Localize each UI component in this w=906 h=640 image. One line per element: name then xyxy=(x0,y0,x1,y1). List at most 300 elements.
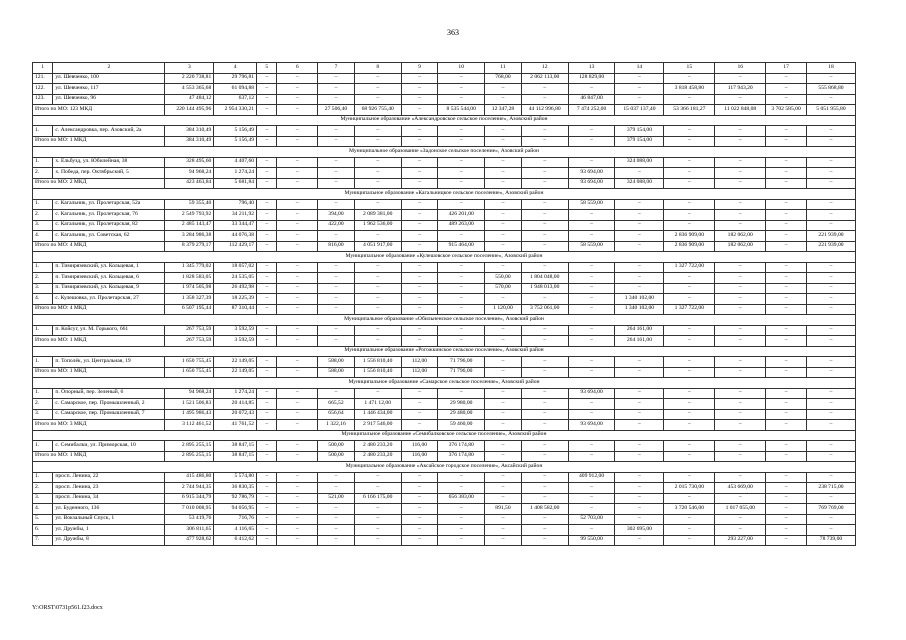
table-cell: – xyxy=(318,325,355,336)
table-cell: – xyxy=(438,336,485,347)
table-cell: ул. Шевченко, 96 xyxy=(53,94,165,105)
table-cell: – xyxy=(664,178,715,189)
table-cell: – xyxy=(257,294,277,305)
table-cell: – xyxy=(318,535,355,546)
table-row xyxy=(33,73,856,84)
table-cell: 220 144 495,96 xyxy=(165,105,214,116)
table-cell: – xyxy=(664,357,715,368)
table-cell: 1 340 102,00 xyxy=(615,304,664,315)
table-row xyxy=(33,220,856,231)
table-cell: 44 076,38 xyxy=(214,231,257,242)
section-heading-row xyxy=(33,378,856,389)
table-row xyxy=(33,535,856,546)
table-cell: 1 471 12,00 xyxy=(354,399,401,410)
table-cell: – xyxy=(806,262,855,273)
table-cell: – xyxy=(766,84,807,95)
table-cell: 1. xyxy=(33,199,53,210)
table-cell: – xyxy=(354,262,401,273)
table-cell: 1 948 013,00 xyxy=(521,283,568,294)
table-cell: 36 830,35 xyxy=(214,483,257,494)
table-cell: – xyxy=(401,483,438,494)
table-cell: 59 355,40 xyxy=(165,199,214,210)
table-cell: – xyxy=(766,231,807,242)
table-cell: Итого по МО: 123 МКД xyxy=(33,105,165,116)
table-cell: 1 017 055,00 xyxy=(715,504,766,515)
table-cell: 1 327 722,00 xyxy=(664,262,715,273)
table-cell: – xyxy=(401,325,438,336)
table-cell: – xyxy=(766,241,807,252)
table-cell: 915 464,00 xyxy=(438,241,485,252)
table-cell: – xyxy=(715,199,766,210)
table-cell: 1 828 583,05 xyxy=(165,273,214,284)
table-cell: п. Тимирязевский, ул. Кольцевая, 1 xyxy=(53,262,165,273)
table-cell: – xyxy=(521,210,568,221)
table-cell: – xyxy=(766,388,807,399)
table-cell: – xyxy=(401,514,438,525)
table-cell: 1. xyxy=(33,325,53,336)
table-cell: – xyxy=(257,325,277,336)
table-cell: 3 112 461,52 xyxy=(165,420,214,431)
table-cell: Итого по МО: 1 МКД xyxy=(33,367,165,378)
table-cell: 3 592,59 xyxy=(214,336,257,347)
table-cell: 29 980,00 xyxy=(438,399,485,410)
table-cell: – xyxy=(568,273,615,284)
table-row xyxy=(33,525,856,536)
table-cell: – xyxy=(354,304,401,315)
table-cell: – xyxy=(521,483,568,494)
page-number: 363 xyxy=(447,28,459,37)
table-cell: – xyxy=(485,262,522,273)
table-cell: 2. xyxy=(33,168,53,179)
table-cell: 5 681,84 xyxy=(214,178,257,189)
table-cell: 47 484,12 xyxy=(165,94,214,105)
table-cell: – xyxy=(401,157,438,168)
table-cell: – xyxy=(485,409,522,420)
table-cell: – xyxy=(568,367,615,378)
table-cell: 4. xyxy=(33,231,53,242)
table-cell: 1 974 505,98 xyxy=(165,283,214,294)
table-row xyxy=(33,504,856,515)
table-cell: – xyxy=(664,325,715,336)
table-cell: – xyxy=(277,241,318,252)
table-cell: – xyxy=(318,336,355,347)
table-cell: – xyxy=(521,399,568,410)
table-cell: – xyxy=(438,157,485,168)
table-cell: 93 694,00 xyxy=(568,420,615,431)
table-cell: – xyxy=(401,210,438,221)
table-cell: – xyxy=(766,525,807,536)
table-row xyxy=(33,273,856,284)
table-cell: – xyxy=(257,483,277,494)
table-cell: 1 962 536,00 xyxy=(354,220,401,231)
table-cell: – xyxy=(354,525,401,536)
table-cell: – xyxy=(318,126,355,137)
table-cell: 38 847,15 xyxy=(214,451,257,462)
table-cell: – xyxy=(766,262,807,273)
table-cell: 1 650 755,45 xyxy=(165,357,214,368)
table-cell: – xyxy=(806,493,855,504)
table-cell: – xyxy=(257,472,277,483)
total-row xyxy=(33,136,856,147)
table-cell: – xyxy=(766,157,807,168)
table-cell: – xyxy=(615,451,664,462)
table-cell: 12 347,28 xyxy=(485,105,522,116)
table-cell: Муниципальное образование «Семибалковское сельское поселение», Азовский район xyxy=(33,430,856,441)
table-cell: – xyxy=(485,420,522,431)
table-cell: 3 xyxy=(165,63,214,74)
table-cell: 13 xyxy=(568,63,615,74)
table-cell: – xyxy=(318,504,355,515)
table-cell: 4. xyxy=(33,504,53,515)
table-cell: – xyxy=(715,357,766,368)
table-cell: – xyxy=(401,493,438,504)
table-cell: – xyxy=(401,241,438,252)
table-cell: – xyxy=(521,367,568,378)
table-cell: – xyxy=(615,231,664,242)
table-cell: – xyxy=(664,451,715,462)
table-cell: – xyxy=(615,514,664,525)
table-cell: – xyxy=(257,73,277,84)
table-cell: – xyxy=(806,441,855,452)
table-row xyxy=(33,168,856,179)
table-cell: – xyxy=(257,283,277,294)
table-cell: – xyxy=(806,94,855,105)
table-cell: – xyxy=(277,283,318,294)
table-cell: 2 089 381,00 xyxy=(354,210,401,221)
table-cell: – xyxy=(664,273,715,284)
table-cell: – xyxy=(354,514,401,525)
table-cell: – xyxy=(766,441,807,452)
table-cell: – xyxy=(401,472,438,483)
table-cell: – xyxy=(615,357,664,368)
section-heading-row xyxy=(33,462,856,473)
table-cell: – xyxy=(485,126,522,137)
table-cell: 588,00 xyxy=(318,367,355,378)
table-cell: – xyxy=(318,157,355,168)
table-cell: – xyxy=(277,525,318,536)
table-cell: – xyxy=(277,178,318,189)
table-cell: – xyxy=(806,409,855,420)
table-cell: – xyxy=(277,441,318,452)
table-cell: 94 968,24 xyxy=(165,388,214,399)
table-cell: 3. xyxy=(33,409,53,420)
table-cell: – xyxy=(277,105,318,116)
table-cell: – xyxy=(277,409,318,420)
table-cell: – xyxy=(277,94,318,105)
table-cell: – xyxy=(715,168,766,179)
table-cell: 61 094,88 xyxy=(214,84,257,95)
table-cell: – xyxy=(568,210,615,221)
table-cell: – xyxy=(438,514,485,525)
table-cell: 10 xyxy=(438,63,485,74)
table-cell: – xyxy=(615,262,664,273)
table-cell: – xyxy=(615,210,664,221)
table-cell: – xyxy=(277,136,318,147)
table-cell: 306 811,65 xyxy=(165,525,214,536)
table-row xyxy=(33,493,856,504)
table-cell: 6 507 195,44 xyxy=(165,304,214,315)
table-cell: – xyxy=(715,399,766,410)
table-cell: 415 486,80 xyxy=(165,472,214,483)
table-cell: 637,12 xyxy=(214,94,257,105)
table-cell: – xyxy=(766,535,807,546)
table-cell: п. Тополёк, ул. Центральная, 19 xyxy=(53,357,165,368)
table-cell: – xyxy=(806,157,855,168)
table-cell: – xyxy=(521,136,568,147)
table-cell: 15 xyxy=(664,63,715,74)
table-cell: 769 769,00 xyxy=(806,504,855,515)
table-cell: – xyxy=(485,525,522,536)
table-cell: – xyxy=(715,157,766,168)
table-cell: 9 xyxy=(401,63,438,74)
table-cell: – xyxy=(257,493,277,504)
total-row xyxy=(33,420,856,431)
table-cell: 324 088,00 xyxy=(615,157,664,168)
table-cell: – xyxy=(438,472,485,483)
table-cell: 394,00 xyxy=(318,210,355,221)
table-cell: – xyxy=(521,388,568,399)
table-cell: – xyxy=(401,420,438,431)
table-cell: – xyxy=(664,199,715,210)
table-cell: – xyxy=(806,525,855,536)
table-cell: – xyxy=(354,283,401,294)
table-cell: – xyxy=(354,94,401,105)
table-cell: Муниципальное образование «Самарское сельское поселение», Азовский район xyxy=(33,378,856,389)
table-cell: 2 917 546,00 xyxy=(354,420,401,431)
table-cell: 1. xyxy=(33,357,53,368)
table-cell: – xyxy=(401,105,438,116)
table-cell: – xyxy=(318,136,355,147)
table-cell: – xyxy=(438,199,485,210)
table-cell: Итого по МО: 4 МКД xyxy=(33,304,165,315)
total-row xyxy=(33,178,856,189)
table-cell: – xyxy=(715,409,766,420)
table-cell: – xyxy=(318,304,355,315)
table-cell: 16 xyxy=(715,63,766,74)
table-cell: 1 556 810,40 xyxy=(354,367,401,378)
section-heading-row xyxy=(33,147,856,158)
table-cell: – xyxy=(485,241,522,252)
table-cell: – xyxy=(521,514,568,525)
table-cell: – xyxy=(715,472,766,483)
table-cell: – xyxy=(521,472,568,483)
table-cell: 93 694,00 xyxy=(568,388,615,399)
table-cell: 6 915 344,79 xyxy=(165,493,214,504)
table-cell: 1 521 506,83 xyxy=(165,399,214,410)
table-cell: – xyxy=(485,178,522,189)
table-cell: – xyxy=(438,283,485,294)
table-cell: 1 495 986,43 xyxy=(165,409,214,420)
table-cell: 123. xyxy=(33,94,53,105)
table-cell: – xyxy=(664,168,715,179)
table-cell: – xyxy=(257,136,277,147)
table-cell: – xyxy=(766,283,807,294)
table-cell: – xyxy=(568,357,615,368)
table-cell: – xyxy=(257,178,277,189)
table-cell: 2 062 113,00 xyxy=(521,73,568,84)
table-cell: – xyxy=(257,241,277,252)
table-cell: – xyxy=(485,451,522,462)
table-cell: – xyxy=(401,262,438,273)
table-cell: – xyxy=(806,399,855,410)
table-cell: – xyxy=(485,441,522,452)
table-cell: 14 xyxy=(615,63,664,74)
table-cell: – xyxy=(568,483,615,494)
table-cell: 1. xyxy=(33,126,53,137)
table-cell: 1 274,24 xyxy=(214,388,257,399)
table-cell: 182 062,00 xyxy=(715,231,766,242)
table-cell: – xyxy=(354,336,401,347)
table-row xyxy=(33,84,856,95)
table-cell: 182 062,00 xyxy=(715,241,766,252)
table-cell: с. Самарское, пер. Промышленный, 7 xyxy=(53,409,165,420)
table-cell: – xyxy=(664,493,715,504)
table-cell: – xyxy=(401,273,438,284)
table-cell: 44 112 996,80 xyxy=(521,105,568,116)
table-cell: – xyxy=(401,336,438,347)
table-row xyxy=(33,126,856,137)
total-row xyxy=(33,105,856,116)
table-cell: 656 383,00 xyxy=(438,493,485,504)
table-cell: – xyxy=(401,178,438,189)
table-cell: – xyxy=(664,472,715,483)
table-cell: – xyxy=(277,483,318,494)
table-cell: – xyxy=(521,84,568,95)
table-cell: – xyxy=(277,262,318,273)
table-cell: – xyxy=(257,304,277,315)
table-cell: 29 796,81 xyxy=(214,73,257,84)
table-cell: – xyxy=(615,483,664,494)
table-cell: ул. Дружбы, 1 xyxy=(53,525,165,536)
table-cell: – xyxy=(257,441,277,452)
table-cell: – xyxy=(766,451,807,462)
table-cell: – xyxy=(806,199,855,210)
table-cell: – xyxy=(664,336,715,347)
table-cell: 570,00 xyxy=(485,283,522,294)
table-cell: – xyxy=(485,325,522,336)
table-cell: 1. xyxy=(33,157,53,168)
table-cell: 2 015 730,00 xyxy=(664,483,715,494)
table-cell: – xyxy=(354,84,401,95)
table-cell: – xyxy=(766,304,807,315)
table-cell: 267 753,59 xyxy=(165,325,214,336)
table-cell: 78 739,00 xyxy=(806,535,855,546)
table-cell: – xyxy=(401,504,438,515)
table-cell: 2 895 255,15 xyxy=(165,441,214,452)
table-cell: 4 051 917,00 xyxy=(354,241,401,252)
table-cell: 22 149,05 xyxy=(214,357,257,368)
table-row xyxy=(33,514,856,525)
table-cell: – xyxy=(401,388,438,399)
table-cell: 112,00 xyxy=(401,357,438,368)
table-cell: – xyxy=(354,136,401,147)
table-cell: 816,00 xyxy=(318,241,355,252)
table-cell: – xyxy=(766,409,807,420)
data-table xyxy=(32,62,856,546)
total-row xyxy=(33,451,856,462)
table-cell: 2 480 233,20 xyxy=(354,451,401,462)
column-number-row xyxy=(33,63,856,74)
table-cell: – xyxy=(257,336,277,347)
table-cell: – xyxy=(354,483,401,494)
table-cell: – xyxy=(806,472,855,483)
table-cell: 264 161,00 xyxy=(615,336,664,347)
table-cell: с. Кулешовка, ул. Пролетарская, 27 xyxy=(53,294,165,305)
table-cell: 2. xyxy=(33,483,53,494)
table-cell: – xyxy=(318,273,355,284)
table-cell: Муниципальное образование «Александровское сельское поселение», Азовский район xyxy=(33,115,856,126)
table-cell: 58 559,00 xyxy=(568,241,615,252)
table-cell: – xyxy=(664,441,715,452)
table-cell: 500,00 xyxy=(318,451,355,462)
table-cell: – xyxy=(521,336,568,347)
table-cell: – xyxy=(664,399,715,410)
table-cell: – xyxy=(568,231,615,242)
table-cell: – xyxy=(615,168,664,179)
table-cell: – xyxy=(766,336,807,347)
table-cell: – xyxy=(664,535,715,546)
table-cell: 3 752 061,00 xyxy=(521,304,568,315)
table-cell: – xyxy=(715,451,766,462)
table-cell: – xyxy=(664,525,715,536)
table-cell: – xyxy=(485,399,522,410)
section-heading-row xyxy=(33,115,856,126)
table-cell: – xyxy=(568,304,615,315)
table-row xyxy=(33,231,856,242)
table-cell: 2 480 233,20 xyxy=(354,441,401,452)
table-cell: 7. xyxy=(33,535,53,546)
table-cell: – xyxy=(401,168,438,179)
total-row xyxy=(33,336,856,347)
table-cell: 521,00 xyxy=(318,493,355,504)
table-cell: 112,00 xyxy=(401,367,438,378)
table-cell: – xyxy=(568,493,615,504)
table-cell: – xyxy=(257,525,277,536)
table-cell: – xyxy=(257,84,277,95)
table-cell: 1 322,16 xyxy=(318,420,355,431)
table-cell: 1 345 779,02 xyxy=(165,262,214,273)
table-row xyxy=(33,157,856,168)
table-cell: – xyxy=(354,273,401,284)
table-cell: – xyxy=(257,367,277,378)
table-cell: Итого по МО: 1 МКД xyxy=(33,451,165,462)
table-cell: – xyxy=(277,84,318,95)
table-cell: 4 116,65 xyxy=(214,525,257,536)
table-cell: – xyxy=(568,441,615,452)
table-cell: – xyxy=(521,535,568,546)
table-cell: – xyxy=(277,325,318,336)
table-cell: 2 895 255,15 xyxy=(165,451,214,462)
table-cell: – xyxy=(715,94,766,105)
table-cell: – xyxy=(485,94,522,105)
table-cell: 8 535 544,00 xyxy=(438,105,485,116)
table-cell: 33 344,47 xyxy=(214,220,257,231)
table-cell: 6. xyxy=(33,525,53,536)
table-cell: – xyxy=(257,220,277,231)
table-cell: 1 358 327,39 xyxy=(165,294,214,305)
table-cell: 93 694,00 xyxy=(568,168,615,179)
table-cell: с. Кагальник, ул. Пролетарская, 76 xyxy=(53,210,165,221)
table-cell: – xyxy=(521,294,568,305)
table-cell: 26 492,98 xyxy=(214,283,257,294)
table-cell: – xyxy=(277,199,318,210)
table-cell: 3 818 458,80 xyxy=(664,84,715,95)
table-cell: 1 408 582,00 xyxy=(521,504,568,515)
table-cell: – xyxy=(766,514,807,525)
table-cell: – xyxy=(766,493,807,504)
table-cell: – xyxy=(715,294,766,305)
table-cell: – xyxy=(354,535,401,546)
